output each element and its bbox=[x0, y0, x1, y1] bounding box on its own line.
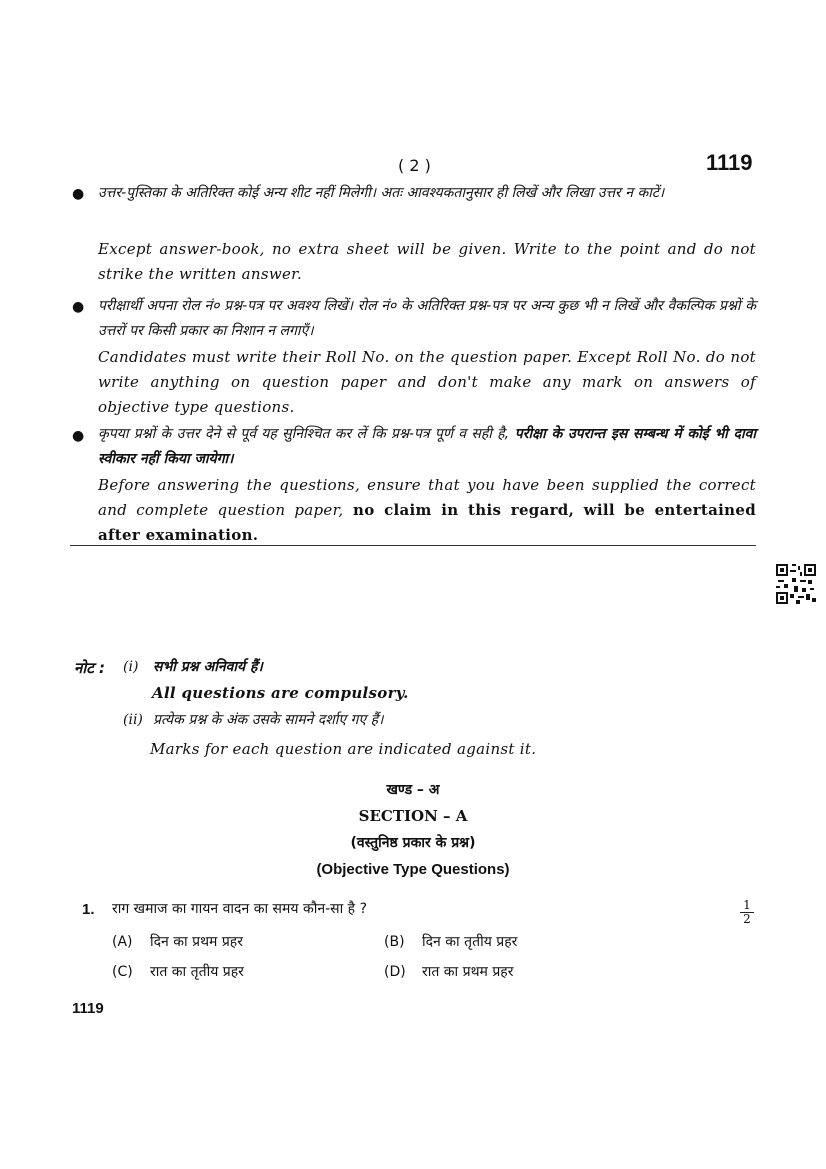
marks-numerator: 1 bbox=[743, 898, 751, 912]
option-text: रात का प्रथम प्रहर bbox=[422, 964, 514, 980]
section-hindi-title: खण्ड – अ bbox=[386, 782, 440, 798]
page-number: ( 2 ) bbox=[398, 156, 431, 175]
bullet-icon: ● bbox=[72, 299, 85, 315]
option-a bbox=[112, 932, 243, 951]
paper-code-header: 1119 bbox=[706, 150, 753, 175]
instruction-3-hindi-bold: परीक्षा के उपरान्त इस सम्बन्ध में कोई भी दावा स्वीकार नहीं किया जायेगा। bbox=[98, 426, 756, 467]
instruction-2-english: Candidates must write their Roll No. on the question paper. Except Roll No. do not write anything on question paper and don't make any mark on answers of objective type questions. bbox=[98, 348, 756, 416]
bullet-icon: ● bbox=[72, 428, 85, 444]
section-subtitle: (Objective Type Questions) bbox=[316, 861, 510, 878]
option-text: दिन का प्रथम प्रहर bbox=[150, 934, 243, 950]
option-label: (C) bbox=[112, 964, 133, 980]
divider bbox=[70, 545, 756, 546]
question-number: 1. bbox=[82, 901, 95, 918]
option-b bbox=[384, 932, 517, 951]
question-marks bbox=[740, 900, 754, 925]
instruction-2-hindi: परीक्षार्थी अपना रोल नं० प्रश्न-पत्र पर अवश्य लिखें। रोल नं० के अतिरिक्त प्रश्न-पत्र पर अन्य कुछ भी न लिखें और वैकल्पिक प्रश्नों के उत्तरों पर किसी प्रकार का निशान न लगाएँ। bbox=[98, 298, 756, 339]
marks-denominator: 2 bbox=[743, 912, 751, 926]
option-text: दिन का तृतीय प्रहर bbox=[422, 934, 518, 950]
instruction-3-english-bold: no claim in this regard, will be entertained after examination. bbox=[98, 501, 756, 544]
option-label: (A) bbox=[112, 934, 133, 950]
instruction-3-english-text: Before answering the questions, ensure that you have been supplied the correct and complete question paper, bbox=[98, 476, 756, 519]
paper-code-footer: 1119 bbox=[72, 1000, 104, 1017]
section-hindi-subtitle: (वस्तुनिष्ठ प्रकार के प्रश्न) bbox=[350, 835, 476, 851]
note-label: नोट : bbox=[74, 659, 105, 677]
option-label: (B) bbox=[384, 934, 405, 950]
section-title: SECTION – A bbox=[358, 807, 468, 825]
question-text: राग खमाज का गायन वादन का समय कौन-सा है ? bbox=[112, 901, 368, 917]
qr-code bbox=[776, 564, 816, 604]
instruction-3-english bbox=[98, 473, 756, 548]
note-marker-i: (i) bbox=[123, 659, 139, 675]
note-2-hindi: प्रत्येक प्रश्न के अंक उसके सामने दर्शाए गए हैं। bbox=[153, 712, 384, 728]
instruction-1-english: Except answer-book, no extra sheet will be given. Write to the point and do not strike the written answer. bbox=[98, 240, 756, 283]
instruction-3-hindi bbox=[98, 422, 756, 472]
instruction-3-hindi-text: कृपया प्रश्नों के उत्तर देने से पूर्व यह सुनिश्चित कर लें कि प्रश्न-पत्र पूर्ण व सही है, bbox=[98, 426, 510, 442]
option-text: रात का तृतीय प्रहर bbox=[150, 964, 244, 980]
instruction-1-hindi: उत्तर-पुस्तिका के अतिरिक्त कोई अन्य शीट नहीं मिलेगी। अतः आवश्यकतानुसार ही लिखें और लिखा उत्तर न काटें। bbox=[98, 185, 665, 201]
option-label: (D) bbox=[384, 964, 406, 980]
note-2-english: Marks for each question are indicated against it. bbox=[150, 740, 537, 758]
option-c bbox=[112, 962, 244, 981]
option-d bbox=[384, 962, 513, 981]
note-marker-ii: (ii) bbox=[123, 712, 143, 728]
bullet-icon: ● bbox=[72, 186, 85, 202]
note-1-hindi: सभी प्रश्न अनिवार्य हैं। bbox=[153, 659, 263, 675]
note-1-english: All questions are compulsory. bbox=[152, 684, 409, 702]
